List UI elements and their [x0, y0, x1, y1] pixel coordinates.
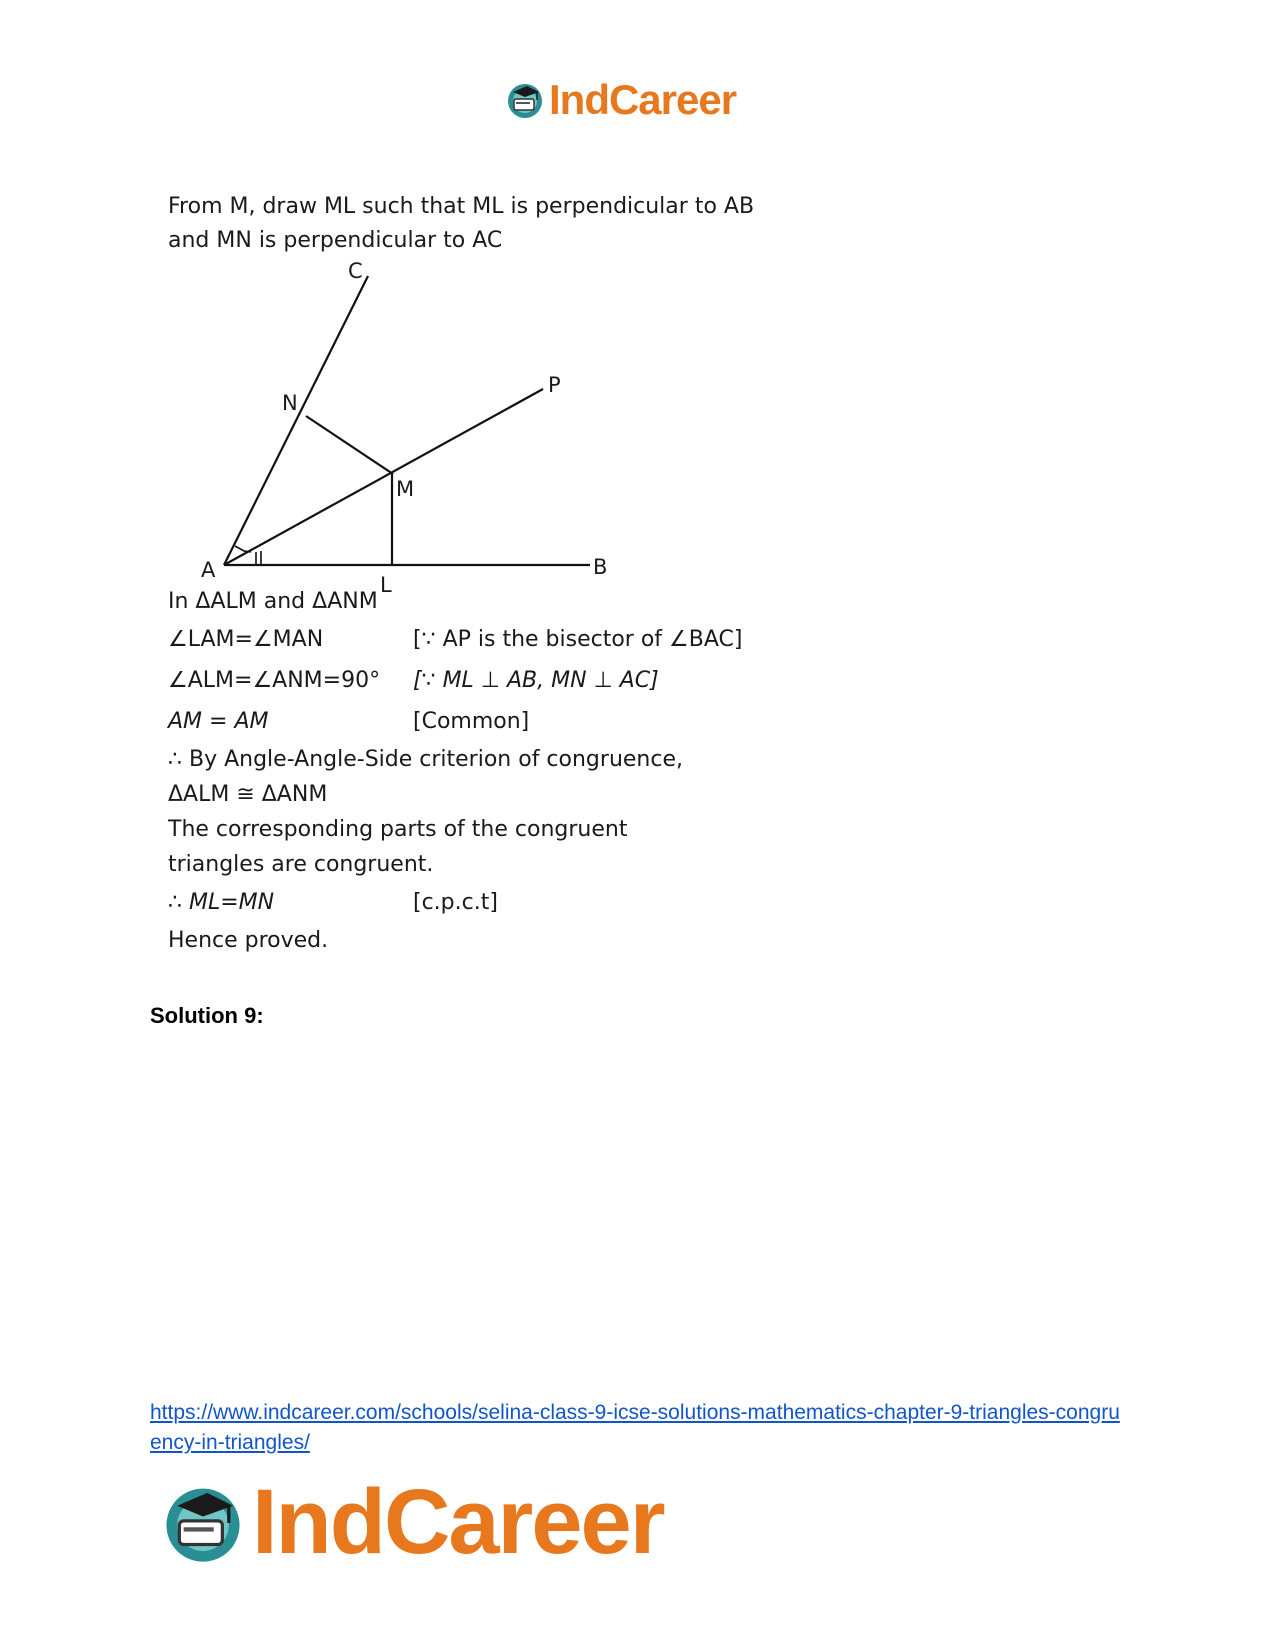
conclusion-statement: ∴ ML=MN — [168, 890, 275, 915]
angle-mark-nam — [235, 546, 251, 552]
proof-reason: [∵ AP is the bisector of ∠BAC] — [413, 627, 743, 652]
logo-wordmark: IndCareer — [549, 76, 737, 123]
label-c: C — [348, 259, 363, 283]
proof-statement: ∠LAM=∠MAN — [168, 627, 324, 652]
cpct-line-1: The corresponding parts of the congruent — [168, 817, 628, 842]
footer-logo — [160, 1470, 664, 1575]
line-ac — [224, 276, 368, 565]
proof-reason: [Common] — [413, 709, 530, 734]
proof-statement: AM = AM — [168, 709, 269, 734]
label-p: P — [548, 373, 561, 397]
label-m: M — [396, 477, 415, 501]
construction-text — [168, 190, 808, 258]
proof-reason: [∵ ML ⊥ AB, MN ⊥ AC] — [413, 668, 659, 693]
angle-bisector-diagram — [168, 259, 628, 597]
graduation-cap-globe-icon — [160, 1480, 246, 1566]
proof-statement: ∠ALM=∠ANM=90° — [168, 668, 381, 693]
source-link[interactable]: https://www.indcareer.com/schools/selina-class-9-icse-solutions-mathematics-chapter-9-triangles-congruency-in-triangles/ — [150, 1401, 1120, 1454]
congruence-statement: ΔALM ≅ ΔANM — [168, 782, 328, 807]
proof-conclusion — [168, 882, 808, 923]
graduation-cap-globe-icon — [505, 80, 545, 120]
proof-intro: In ΔALM and ΔANM — [168, 589, 378, 614]
label-l: L — [380, 573, 392, 597]
construction-line-1: From M, draw ML such that ML is perpendicular to AB — [168, 194, 755, 219]
cpct-line-2: triangles are congruent. — [168, 852, 434, 877]
proof-row — [168, 660, 808, 701]
header-logo — [505, 76, 736, 124]
label-a: A — [201, 558, 216, 582]
proof-row — [168, 701, 808, 742]
congruence-criterion: ∴ By Angle-Angle-Side criterion of congruence, — [168, 747, 683, 772]
segment-mn — [306, 416, 393, 474]
proof-end: Hence proved. — [168, 928, 329, 953]
congruence-proof — [168, 584, 808, 958]
proof-row — [168, 619, 808, 660]
solution-heading: Solution 9: — [150, 1003, 264, 1028]
line-ap — [224, 389, 543, 565]
solution-content — [168, 190, 808, 958]
label-b: B — [593, 555, 608, 579]
label-n: N — [282, 391, 298, 415]
conclusion-reason: [c.p.c.t] — [413, 890, 498, 915]
construction-line-2: and MN is perpendicular to AC — [168, 228, 503, 253]
logo-wordmark: IndCareer — [252, 1471, 664, 1573]
